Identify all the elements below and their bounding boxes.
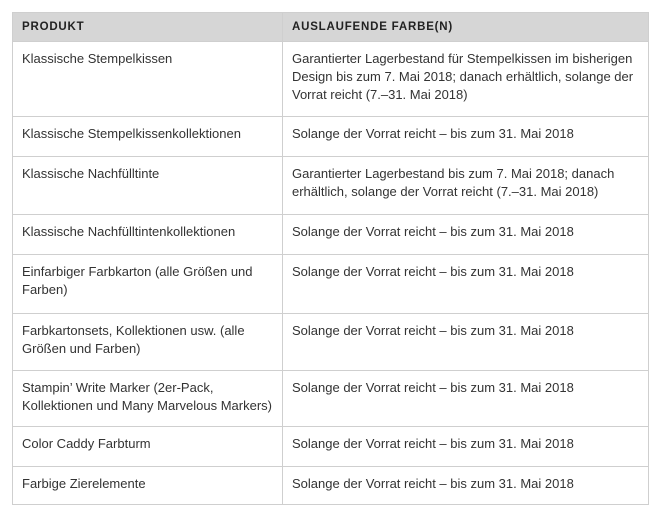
status-cell: Solange der Vorrat reicht – bis zum 31. Mai 2018 bbox=[283, 215, 649, 255]
product-cell: Klassische Nachfülltintenkollektionen bbox=[13, 215, 283, 255]
table-row bbox=[13, 117, 649, 157]
table-row bbox=[13, 255, 649, 314]
header-product: PRODUKT bbox=[13, 13, 283, 42]
product-cell: Farbkartonsets, Kollektionen usw. (alle Größen und Farben) bbox=[13, 314, 283, 371]
status-cell: Solange der Vorrat reicht – bis zum 31. Mai 2018 bbox=[283, 255, 649, 314]
table-row bbox=[13, 42, 649, 117]
table-row bbox=[13, 371, 649, 427]
header-discontinued-colors: AUSLAUFENDE FARBE(N) bbox=[283, 13, 649, 42]
product-table bbox=[12, 12, 649, 505]
table-header-row bbox=[13, 13, 649, 42]
table-row bbox=[13, 314, 649, 371]
status-cell: Solange der Vorrat reicht – bis zum 31. Mai 2018 bbox=[283, 314, 649, 371]
product-cell: Stampin’ Write Marker (2er-Pack, Kollektionen und Many Marvelous Markers) bbox=[13, 371, 283, 427]
status-cell: Solange der Vorrat reicht – bis zum 31. Mai 2018 bbox=[283, 371, 649, 427]
product-cell: Klassische Stempelkissenkollektionen bbox=[13, 117, 283, 157]
table-row bbox=[13, 467, 649, 505]
status-cell: Solange der Vorrat reicht – bis zum 31. Mai 2018 bbox=[283, 117, 649, 157]
product-cell: Color Caddy Farbturm bbox=[13, 427, 283, 467]
product-cell: Klassische Stempelkissen bbox=[13, 42, 283, 117]
status-cell: Solange der Vorrat reicht – bis zum 31. Mai 2018 bbox=[283, 467, 649, 505]
product-cell: Klassische Nachfülltinte bbox=[13, 157, 283, 215]
table-row bbox=[13, 215, 649, 255]
status-cell: Solange der Vorrat reicht – bis zum 31. Mai 2018 bbox=[283, 427, 649, 467]
status-cell: Garantierter Lagerbestand bis zum 7. Mai 2018; danach erhältlich, solange der Vorrat reicht (7.–31. Mai 2018) bbox=[283, 157, 649, 215]
product-cell: Farbige Zierelemente bbox=[13, 467, 283, 505]
status-cell: Garantierter Lagerbestand für Stempelkissen im bisherigen Design bis zum 7. Mai 2018; danach erhältlich, solange der Vorrat reicht (7.–31. Mai 2018) bbox=[283, 42, 649, 117]
table-row bbox=[13, 157, 649, 215]
product-cell: Einfarbiger Farbkarton (alle Größen und Farben) bbox=[13, 255, 283, 314]
table-row bbox=[13, 427, 649, 467]
